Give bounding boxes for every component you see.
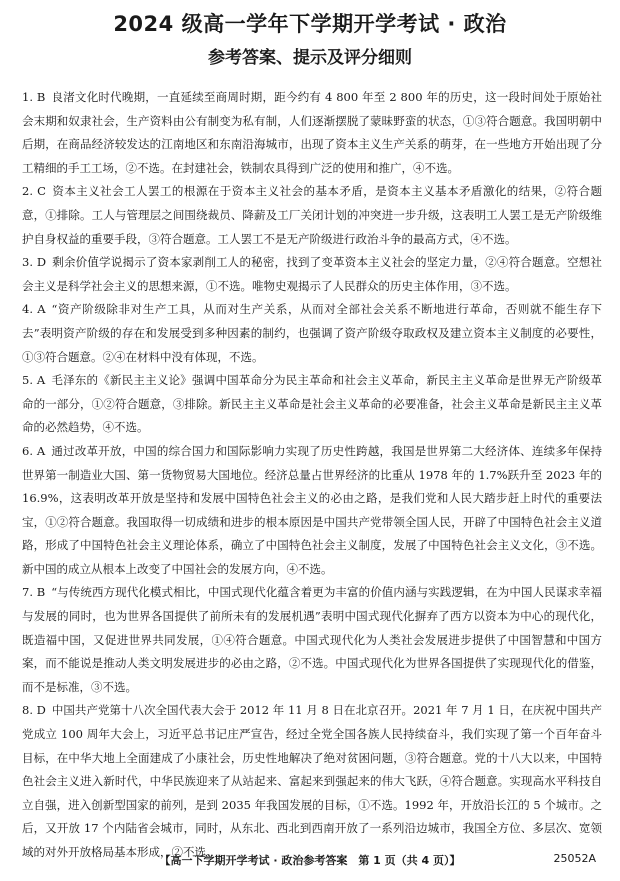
footer-page-info: 【高一下学期开学考试 · 政治参考答案 第 1 页（共 4 页）】 bbox=[159, 854, 461, 867]
page-title: 2024 级高一学年下学期开学考试 · 政治 bbox=[113, 12, 507, 36]
answer-item-2 bbox=[22, 180, 602, 251]
answer-text: 中国共产党第十八次全国代表大会于 2012 年 11 月 8 日在北京召开。2021 年 7 月 1 日，在庆祝中国共产党成立 100 周年大会上，习近平总书记庄严宣告，经过全党全国各族人民持续奋斗，我们实现了第一个百年奋斗目标，在中华大地上全面建成了小康社会，历史性地解决了绝对贫困问题，③符合题意。党的十八大以来，中国特色社会主义进入新时代，中华民族迎来了从站起来、富起来到强起来的伟大飞跃，④符合题意。实现高水平科技自立自强，进入创新型国家的前列，是到 2035 年我国发展的目标，①不选。1992 年，开放沿长江的 5 个城市。之后，又开放 17 个内陆省会城市，同时，从东北、西北到西南开放了一系列沿边城市，我国全方位、多层次、宽领域的对外开放格局基本形成，②不选。 bbox=[22, 703, 602, 859]
answer-item-7 bbox=[22, 581, 602, 699]
answer-text: “资产阶级除非对生产工具，从而对生产关系，从而对全部社会关系不断地进行革命，否则就不能生存下去”表明资产阶级的存在和发展受到多种因素的制约，也强调了资产阶级夺取政权及建立资本主义制度的必要性，①③符合题意。②④在材料中没有体现，不选。 bbox=[22, 302, 603, 364]
answer-tag: 2. C bbox=[22, 184, 46, 199]
answer-text: 良渚文化时代晚期，一直延续至商周时期，距今约有 4 800 年至 2 800 年的历史，这一段时间处于原始社会末期和奴隶社会，生产资料由公有制变为私有制，人们逐渐摆脱了蒙昧野蛮的状态，①③符合题意。我国明朝中后期，在商品经济较发达的江南地区和东南沿海城市，出现了资本主义生产关系的萌芽，在一些地方开始出现了分工精细的手工工场，②不选。在封建社会，铁制农具得到广泛的使用和推广，④不选。 bbox=[22, 90, 602, 175]
answer-tag: 3. D bbox=[22, 255, 47, 270]
answer-text: 通过改革开放，中国的综合国力和国际影响力实现了历史性跨越，我国是世界第二大经济体、连续多年保持世界第一制造业大国、第一货物贸易大国地位。经济总量占世界经济的比重从 1978 年的 1.7%跃升至 2023 年的 16.9%，这表明改革开放是坚持和发展中国特色社会主义的必由之路，是我们党和人民大踏步赶上时代的重要法宝，①②符合题意。我国取得一切成绩和进步的根本原因是中国共产党带领全国人民，开辟了中国特色社会主义道路，形成了中国特色社会主义理论体系，确立了中国特色社会主义制度，发展了中国特色社会主义文化，③不选。新中国的成立从根本上改变了中国社会的发展方向，④不选。 bbox=[22, 443, 602, 576]
footer-code: 25052A bbox=[553, 852, 596, 865]
answer-list bbox=[22, 86, 602, 865]
page-footer bbox=[0, 852, 620, 868]
answer-item-6 bbox=[22, 440, 602, 582]
answer-text: “与传统西方现代化模式相比，中国式现代化蕴含着更为丰富的价值内涵与实践逻辑，在为中国人民谋求幸福与发展的同时，也为世界各国提供了前所未有的发展机遇”表明中国式现代化摒弃了西方以资本为中心的现代化，既造福中国，又促进世界共同发展，①④符合题意。中国式现代化为人类社会发展进步提供了中国智慧和中国方案，而不能说是推动人类文明发展进步的必由之路，②不选。中国式现代化为世界各国提供了实现现代化的借鉴，而不是标准，③不选。 bbox=[22, 585, 602, 694]
answer-item-8 bbox=[22, 699, 602, 864]
answer-tag: 5. A bbox=[22, 373, 46, 388]
answer-tag: 4. A bbox=[22, 302, 46, 317]
answer-item-1 bbox=[22, 86, 602, 180]
answer-item-4 bbox=[22, 298, 602, 369]
answer-tag: 7. B bbox=[22, 585, 46, 600]
answer-text: 资本主义社会工人罢工的根源在于资本主义社会的基本矛盾，是资本主义基本矛盾激化的结果，②符合题意，①排除。工人与管理层之间围绕裁员、降薪及工厂关闭计划的冲突进一步升级，这表明工人罢工是无产阶级维护自身权益的重要手段，③符合题意。工人罢工不是无产阶级进行政治斗争的最高方式，④不选。 bbox=[22, 184, 602, 246]
answer-text: 毛泽东的《新民主主义论》强调中国革命分为民主革命和社会主义革命，新民主主义革命是世界无产阶级革命的一部分，①②符合题意，③排除。新民主主义革命是社会主义革命的必要准备，社会主义革命是新民主主义革命的必然趋势，④不选。 bbox=[22, 373, 602, 435]
page-subtitle: 参考答案、提示及评分细则 bbox=[208, 48, 412, 68]
answer-tag: 6. A bbox=[22, 443, 46, 458]
answer-item-3 bbox=[22, 251, 602, 298]
answer-item-5 bbox=[22, 369, 602, 440]
answer-tag: 1. B bbox=[22, 90, 46, 104]
answer-tag: 8. D bbox=[22, 703, 46, 718]
answer-text: 剩余价值学说揭示了资本家剥削工人的秘密，找到了变革资本主义社会的坚定力量，②④符合题意。空想社会主义是科学社会主义的思想来源，①不选。唯物史观揭示了人民群众的历史主体作用，③不选。 bbox=[22, 255, 602, 293]
